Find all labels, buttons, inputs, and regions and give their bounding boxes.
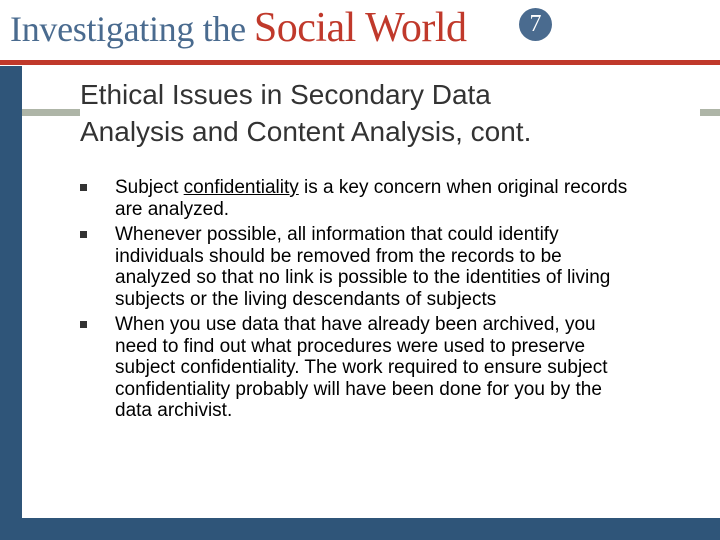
slide-title-line-1: Ethical Issues in Secondary Data	[80, 79, 491, 110]
header-band	[0, 0, 720, 66]
brand-title-part1: Investigating the	[10, 9, 246, 49]
brand-logo	[10, 4, 467, 60]
header-red-rule	[0, 60, 720, 65]
bullet-item	[80, 314, 640, 422]
square-bullet-icon	[80, 321, 87, 328]
confidentiality-emphasis: confidentiality	[183, 177, 299, 198]
bottom-frame-bar	[0, 518, 720, 540]
bullet-item	[80, 224, 640, 310]
bullet-text: Whenever possible, all information that could identify individuals should be removed from the records to be analyzed so that no link is possible to the identities of living subjects or the living descendants of subjects	[115, 224, 611, 310]
square-bullet-icon	[80, 231, 87, 238]
slide-title-line-2: Analysis and Content Analysis, cont.	[80, 116, 532, 147]
edition-badge: 7	[519, 8, 552, 41]
bullet-item	[80, 177, 640, 220]
bullet-text-suffix: is a key concern when original records are analyzed.	[115, 177, 628, 220]
bullet-list	[80, 177, 640, 426]
bullet-text-prefix: Subject	[115, 177, 184, 198]
bullet-text: When you use data that have already been archived, you need to find out what procedures were used to preserve subject confidentiality. The work required to ensure subject confidentiality probably will have been done for you by the data archivist.	[115, 314, 608, 421]
left-frame-bar	[0, 66, 22, 540]
square-bullet-icon	[80, 184, 87, 191]
brand-title-part2: Social World	[253, 5, 467, 51]
slide-title	[80, 76, 700, 150]
